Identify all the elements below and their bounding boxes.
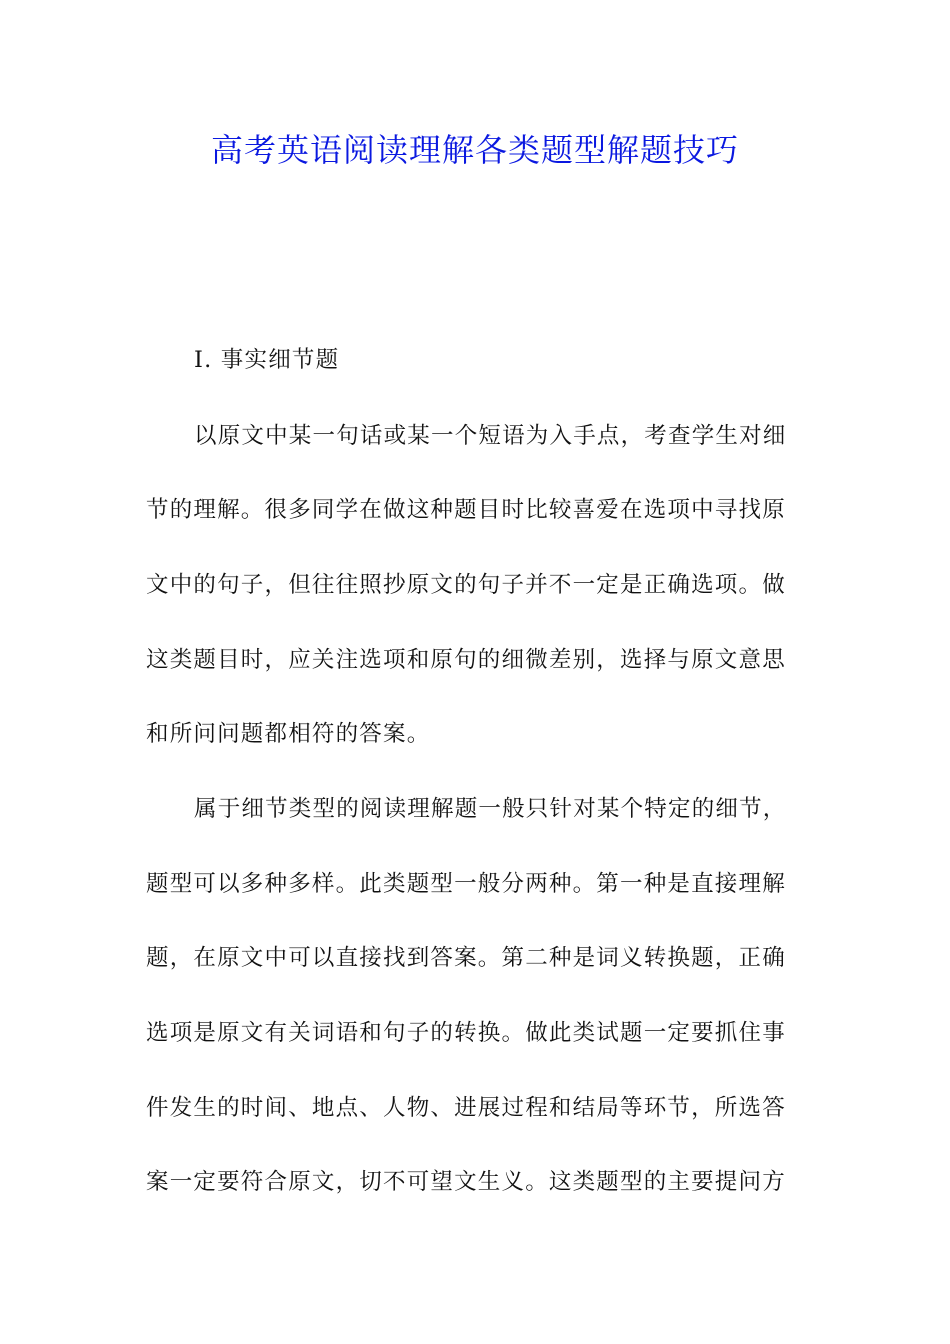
paragraph-2-line-5: 件发生的时间、地点、人物、进展过程和结局等环节，所选答 (146, 1095, 786, 1121)
paragraph-2-line-4: 选项是原文有关词语和句子的转换。做此类试题一定要抓住事 (146, 1020, 786, 1046)
paragraph-1-line-4: 这类题目时，应关注选项和原句的细微差别，选择与原文意思 (146, 647, 786, 673)
paragraph-1-line-3: 文中的句子，但往往照抄原文的句子并不一定是正确选项。做 (146, 572, 786, 598)
paragraph-2-line-3: 题，在原文中可以直接找到答案。第二种是词义转换题，正确 (146, 945, 786, 971)
paragraph-2-line-6: 案一定要符合原文，切不可望文生义。这类题型的主要提问方 (146, 1169, 786, 1195)
paragraph-2-line-1: 属于细节类型的阅读理解题一般只针对某个特定的细节， (194, 796, 787, 822)
section-heading: Ⅰ. 事实细节题 (194, 347, 340, 373)
paragraph-1-line-5: 和所问问题都相符的答案。 (146, 721, 431, 747)
document-title: 高考英语阅读理解各类题型解题技巧 (210, 131, 739, 169)
paragraph-1-line-1: 以原文中某一句话或某一个短语为入手点，考查学生对细 (194, 423, 787, 449)
paragraph-2-line-2: 题型可以多种多样。此类题型一般分两种。第一种是直接理解 (146, 871, 786, 897)
paragraph-1-line-2: 节的理解。很多同学在做这种题目时比较喜爱在选项中寻找原 (146, 497, 786, 523)
